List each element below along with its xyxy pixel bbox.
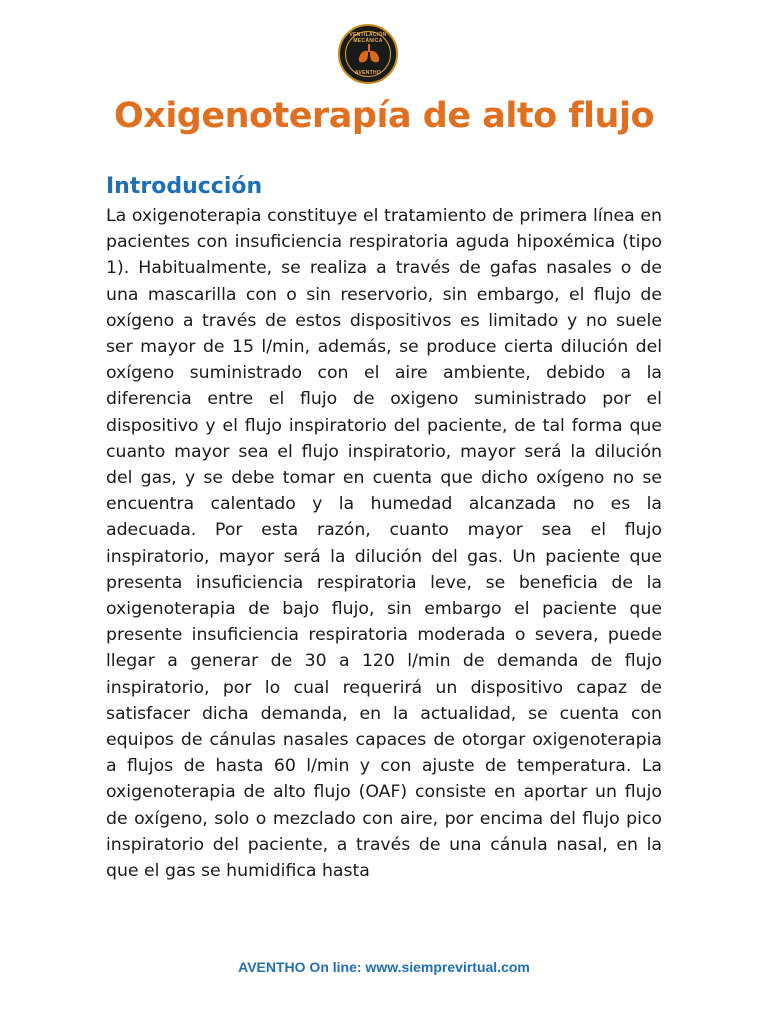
lungs-icon [358,44,380,64]
logo-ring-top-text: VENTILACIÓN MECÁNICA [349,32,387,44]
body-paragraph: La oxigenoterapia constituye el tratamiento de primera línea en pacientes con insuficiencia respiratoria aguda hipoxémica (tipo 1). Habitualmente, se realiza a través de gafas nasales o de una mascarilla con o sin reservorio, sin embargo, el flujo de oxígeno a través de estos dispositivos es limitado y no suele ser mayor de 15 l/min, además, se produce cierta dilución del oxígeno suministrado con el aire ambiente, debido a la diferencia entre el flujo de oxigeno suministrado por el dispositivo y el flujo inspiratorio del paciente, de tal forma que cuanto mayor sea el flujo inspiratorio, mayor será la dilución del gas, y se debe tomar en cuenta que dicho oxígeno no se encuentra calentado y la humedad alcanzada no es la adecuada. Por esta razón, cuanto mayor sea el flujo inspiratorio, mayor será la dilución del gas. Un paciente que presenta insuficiencia respiratoria leve, se beneficia de la oxigenoterapia de bajo flujo, sin embargo el paciente que presente insuficiencia respiratoria moderada o severa, puede llegar a generar de 30 a 120 l/min de demanda de flujo inspiratorio, por lo cual requerirá un dispositivo capaz de satisfacer dicha demanda, en la actualidad, se cuenta con equipos de cánulas nasales capaces de otorgar oxigenoterapia a flujos de hasta 60 l/min y con ajuste de temperatura. La oxigenoterapia de alto flujo (OAF) consiste en aportar un flujo de oxígeno, solo o mezclado con aire, por encima del flujo pico inspiratorio del paciente, a través de una cánula nasal, en la que el gas se humidifica hasta [106,206,662,882]
section-heading: Introducción [106,174,263,199]
aventho-logo [338,24,398,84]
footer-text: AVENTHO On line: www.siemprevirtual.com [238,959,530,975]
logo-ring-bottom-text: AVENTHO [354,70,382,76]
document-title: Oxigenoterapía de alto flujo [113,96,655,136]
